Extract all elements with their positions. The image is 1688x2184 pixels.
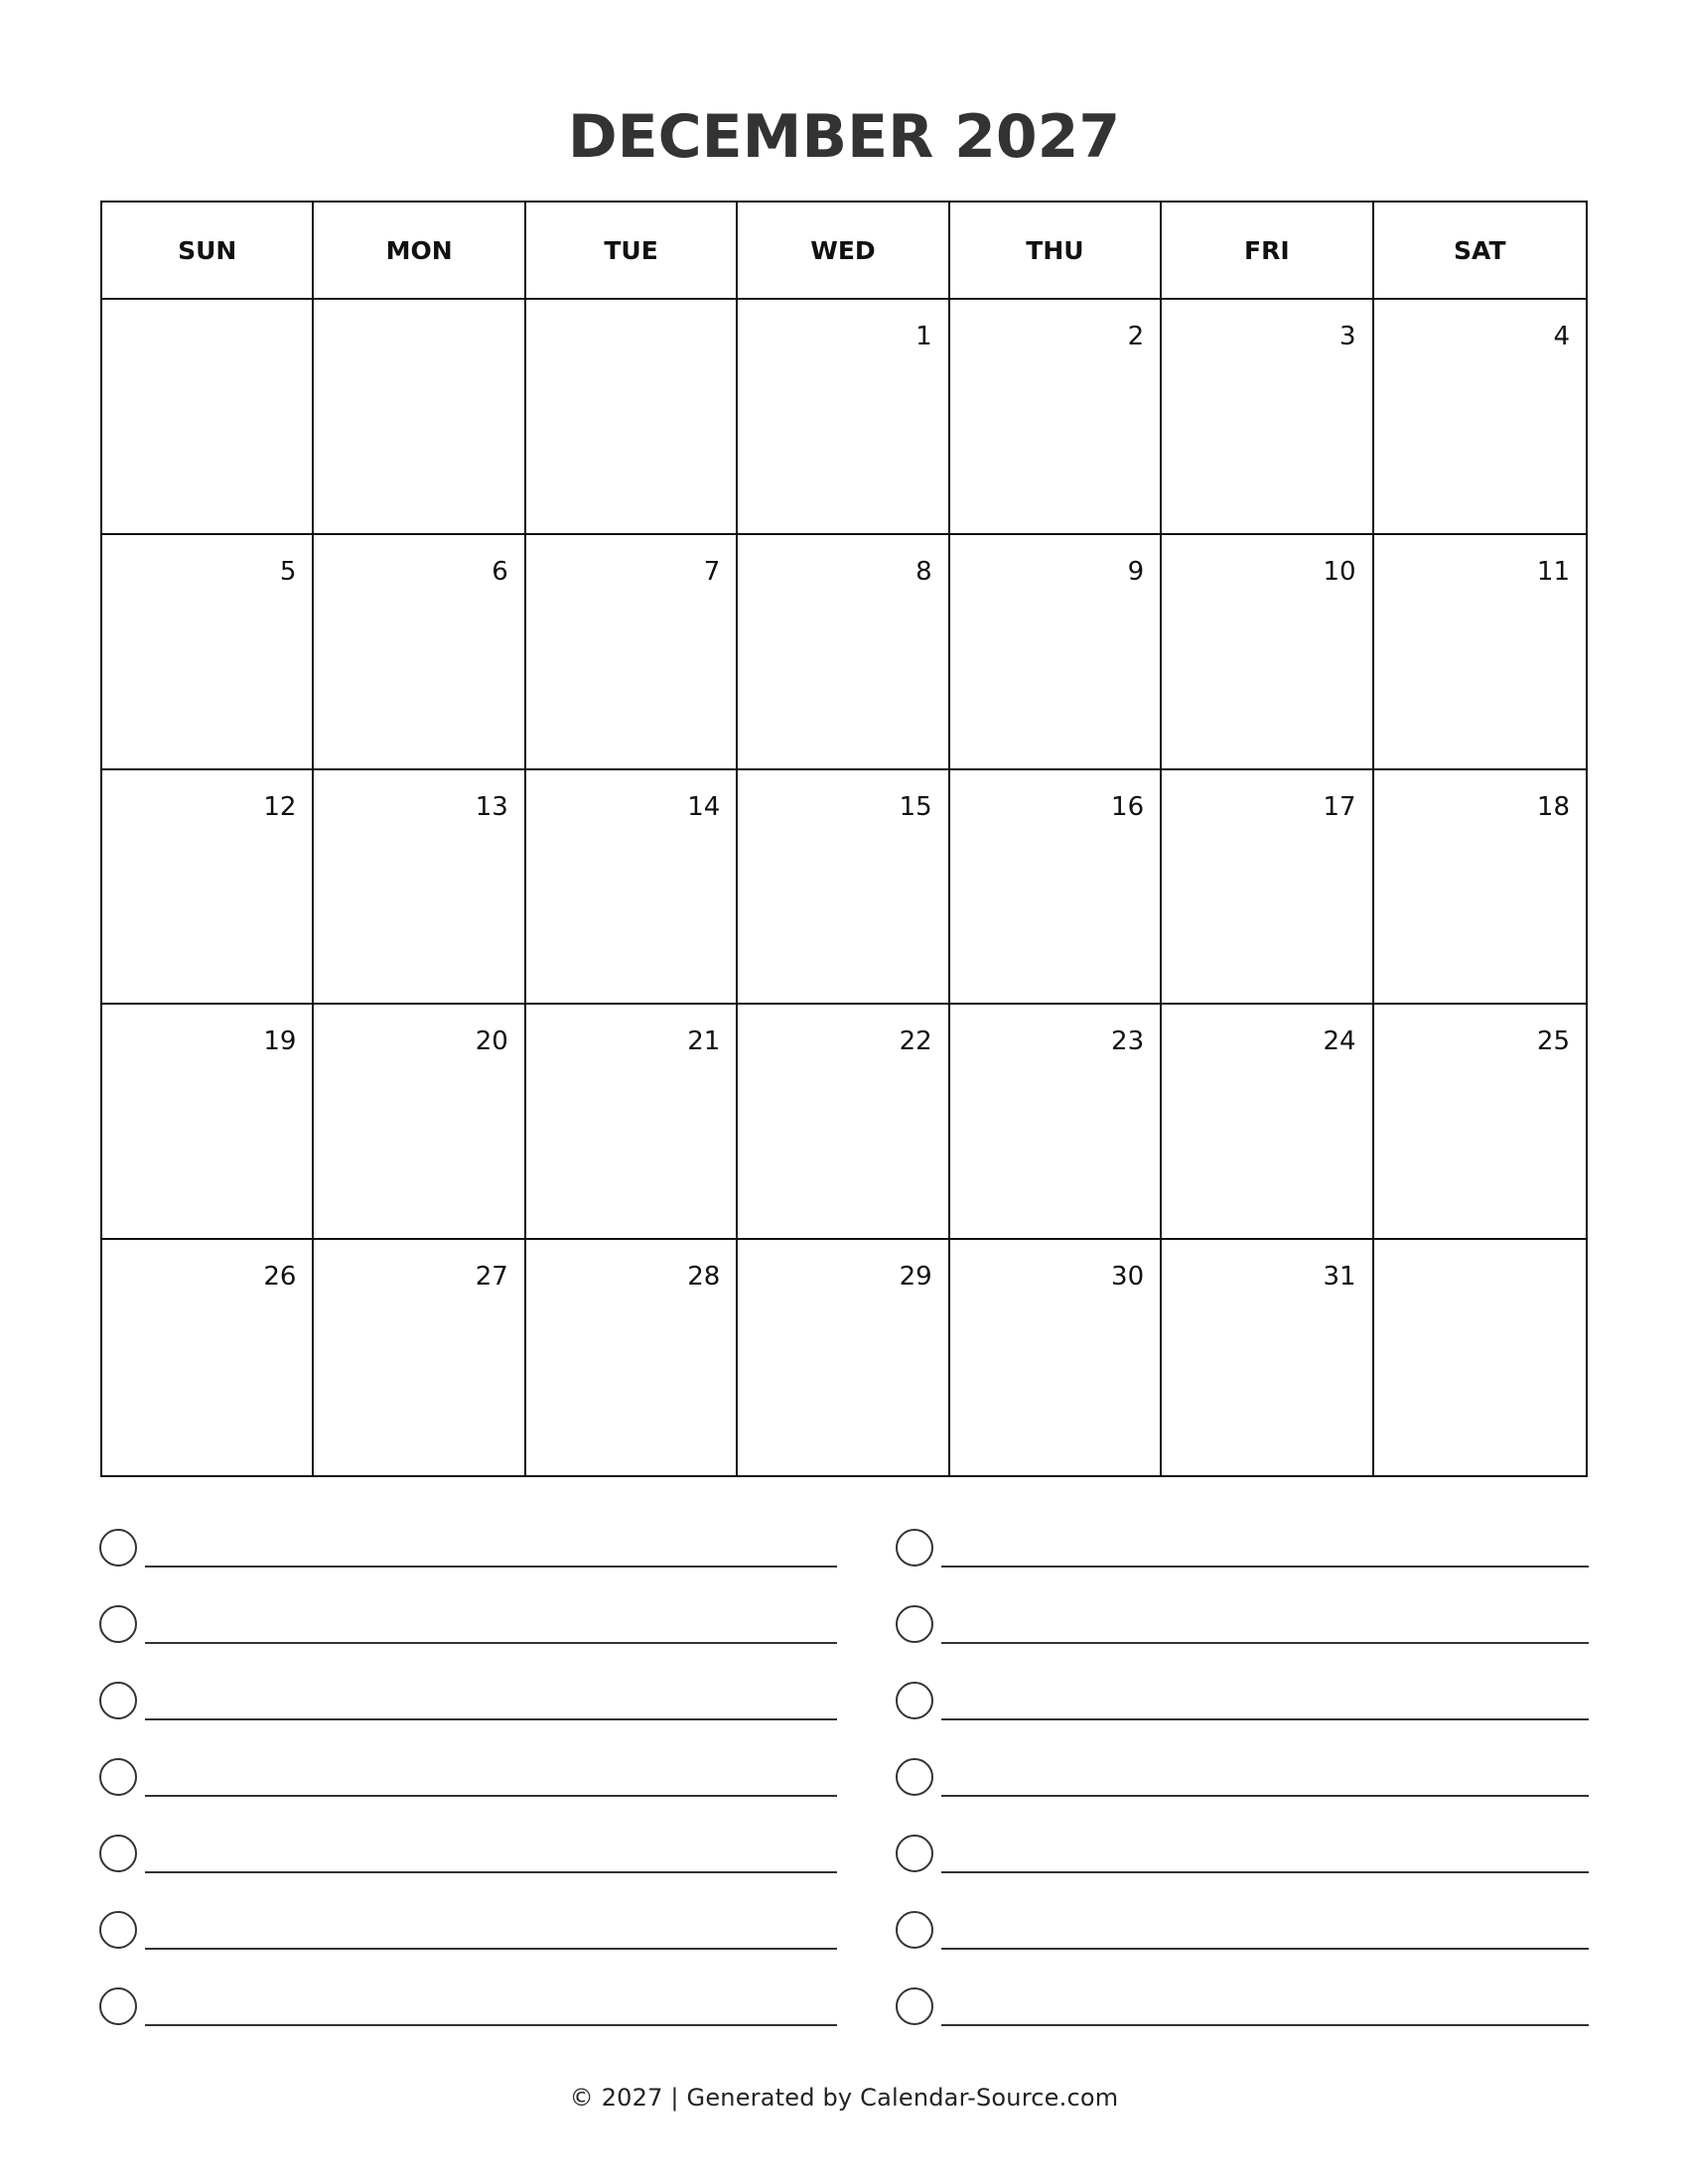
day-cell[interactable] [738, 1005, 949, 1240]
day-number: 30 [1111, 1262, 1145, 1293]
note-item-left[interactable] [99, 1529, 838, 1569]
note-line[interactable] [941, 1795, 1589, 1797]
weekday-header-fri: FRI [1162, 203, 1373, 300]
day-cell[interactable] [526, 1005, 738, 1240]
day-cell[interactable] [314, 535, 525, 770]
day-cell[interactable] [1162, 300, 1373, 535]
day-cell[interactable] [1374, 1005, 1586, 1240]
day-cell[interactable] [526, 1240, 738, 1475]
note-item-right[interactable] [896, 1682, 1589, 1721]
checkbox-circle-icon[interactable] [99, 1911, 137, 1949]
checkbox-circle-icon[interactable] [896, 1911, 933, 1949]
day-cell[interactable] [314, 1005, 525, 1240]
day-number: 6 [492, 556, 508, 587]
note-line[interactable] [941, 1871, 1589, 1873]
calendar-grid [100, 201, 1588, 1477]
day-number: 26 [263, 1262, 297, 1293]
day-cell[interactable] [102, 770, 314, 1006]
note-item-left[interactable] [99, 1987, 838, 2027]
checkbox-circle-icon[interactable] [896, 1987, 933, 2025]
note-line[interactable] [941, 2024, 1589, 2026]
checkbox-circle-icon[interactable] [99, 1682, 137, 1719]
day-cell[interactable] [526, 770, 738, 1006]
checkbox-circle-icon[interactable] [99, 1987, 137, 2025]
day-number: 28 [687, 1262, 721, 1293]
day-cell[interactable] [950, 1005, 1162, 1240]
checkbox-circle-icon[interactable] [896, 1682, 933, 1719]
note-item-right[interactable] [896, 1911, 1589, 1951]
footer-credit: © 2027 | Generated by Calendar-Source.com [569, 2084, 1119, 2112]
checkbox-circle-icon[interactable] [99, 1835, 137, 1872]
note-line[interactable] [941, 1948, 1589, 1950]
day-cell[interactable] [1374, 1240, 1586, 1475]
note-line[interactable] [941, 1566, 1589, 1568]
day-cell[interactable] [950, 300, 1162, 535]
weekday-header-sat: SAT [1374, 203, 1586, 300]
day-number: 21 [687, 1026, 721, 1057]
note-item-right[interactable] [896, 1835, 1589, 1874]
note-line[interactable] [145, 1642, 837, 1644]
checkbox-circle-icon[interactable] [896, 1529, 933, 1567]
day-cell[interactable] [950, 770, 1162, 1006]
day-number: 23 [1111, 1026, 1145, 1057]
day-number: 16 [1111, 791, 1145, 822]
day-cell[interactable] [1162, 1240, 1373, 1475]
note-item-left[interactable] [99, 1835, 838, 1874]
day-cell[interactable] [1374, 770, 1586, 1006]
day-number: 8 [915, 556, 932, 587]
day-number: 9 [1127, 556, 1145, 587]
checkbox-circle-icon[interactable] [896, 1835, 933, 1872]
day-number: 22 [899, 1026, 932, 1057]
note-item-left[interactable] [99, 1605, 838, 1645]
day-number: 19 [263, 1026, 297, 1057]
note-line[interactable] [145, 1948, 837, 1950]
day-cell[interactable] [314, 1240, 525, 1475]
day-number: 10 [1323, 556, 1356, 587]
note-line[interactable] [145, 1795, 837, 1797]
day-number: 11 [1536, 556, 1570, 587]
day-cell[interactable] [1374, 300, 1586, 535]
note-item-right[interactable] [896, 1529, 1589, 1569]
note-item-right[interactable] [896, 1605, 1589, 1645]
day-cell[interactable] [950, 1240, 1162, 1475]
day-number: 29 [899, 1262, 932, 1293]
day-number: 27 [475, 1262, 508, 1293]
note-item-right[interactable] [896, 1758, 1589, 1798]
note-line[interactable] [145, 1566, 837, 1568]
checkbox-circle-icon[interactable] [896, 1605, 933, 1643]
weekday-header-tue: TUE [526, 203, 738, 300]
note-line[interactable] [941, 1718, 1589, 1720]
day-cell[interactable] [1162, 1005, 1373, 1240]
weekday-header-thu: THU [950, 203, 1162, 300]
day-number: 7 [703, 556, 721, 587]
day-cell[interactable] [738, 1240, 949, 1475]
note-line[interactable] [941, 1642, 1589, 1644]
day-cell[interactable] [102, 1240, 314, 1475]
day-number: 14 [687, 791, 721, 822]
note-line[interactable] [145, 2024, 837, 2026]
day-cell[interactable] [102, 535, 314, 770]
note-item-left[interactable] [99, 1682, 838, 1721]
day-number: 5 [279, 556, 297, 587]
note-line[interactable] [145, 1718, 837, 1720]
day-number: 15 [899, 791, 932, 822]
note-line[interactable] [145, 1871, 837, 1873]
note-item-right[interactable] [896, 1987, 1589, 2027]
checkbox-circle-icon[interactable] [99, 1605, 137, 1643]
note-item-left[interactable] [99, 1911, 838, 1951]
weekday-header-mon: MON [314, 203, 525, 300]
day-cell[interactable] [526, 300, 738, 535]
day-number: 18 [1536, 791, 1570, 822]
checkbox-circle-icon[interactable] [99, 1529, 137, 1567]
day-number: 2 [1127, 322, 1145, 351]
day-cell[interactable] [314, 300, 525, 535]
day-number: 25 [1536, 1026, 1570, 1057]
weekday-header-sun: SUN [102, 203, 314, 300]
checkbox-circle-icon[interactable] [99, 1758, 137, 1796]
day-number: 3 [1339, 322, 1356, 351]
day-number: 13 [475, 791, 508, 822]
day-cell[interactable] [738, 300, 949, 535]
day-cell[interactable] [102, 1005, 314, 1240]
day-number: 20 [475, 1026, 508, 1057]
page-title: DECEMBER 2027 [567, 102, 1121, 172]
day-cell[interactable] [738, 770, 949, 1006]
day-cell[interactable] [1162, 535, 1373, 770]
day-cell[interactable] [1374, 535, 1586, 770]
day-number: 31 [1323, 1262, 1356, 1293]
day-number: 4 [1553, 322, 1570, 351]
day-cell[interactable] [314, 770, 525, 1006]
day-number: 17 [1323, 791, 1356, 822]
weekday-header-wed: WED [738, 203, 949, 300]
day-cell[interactable] [102, 300, 314, 535]
day-cell[interactable] [950, 535, 1162, 770]
day-number: 12 [263, 791, 297, 822]
day-cell[interactable] [1162, 770, 1373, 1006]
checkbox-circle-icon[interactable] [896, 1758, 933, 1796]
day-number: 24 [1323, 1026, 1356, 1057]
day-cell[interactable] [526, 535, 738, 770]
day-number: 1 [915, 322, 932, 351]
day-cell[interactable] [738, 535, 949, 770]
note-item-left[interactable] [99, 1758, 838, 1798]
